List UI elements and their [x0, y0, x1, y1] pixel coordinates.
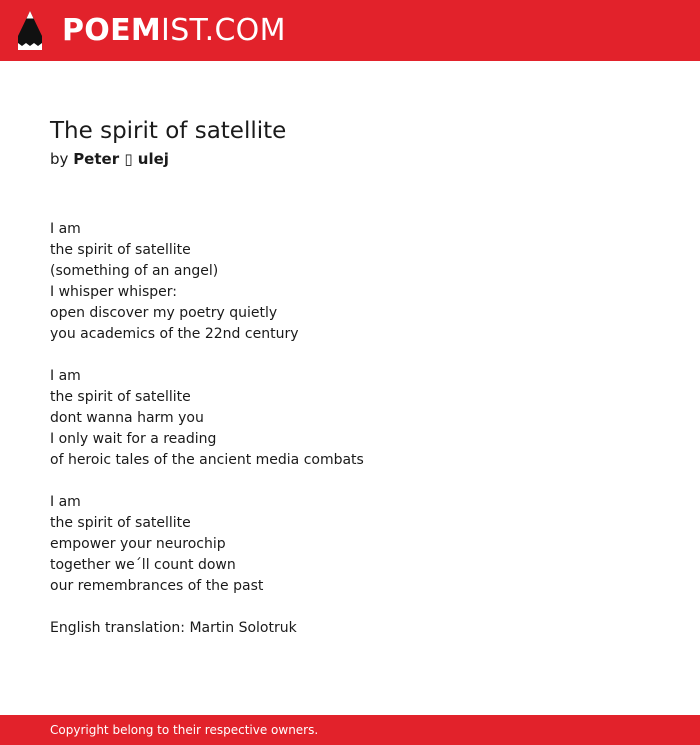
poem-line: I whisper whisper:	[50, 284, 178, 300]
poem-content	[50, 116, 650, 639]
by-label: by	[50, 150, 69, 168]
stanza-gap	[50, 345, 650, 366]
poem-line: together we´ll count down	[50, 557, 236, 573]
poem-line: English translation: Martin Solotruk	[50, 620, 297, 636]
poem-line: open discover my poetry quietly	[50, 305, 278, 321]
poem-title: The spirit of satellite	[50, 118, 287, 144]
author-link[interactable]: Peter ▯ ulej	[73, 150, 169, 168]
poem-line: dont wanna harm you	[50, 410, 204, 426]
site-header	[0, 0, 700, 61]
poem-line: (something of an angel)	[50, 263, 219, 279]
stanza-gap	[50, 471, 650, 492]
poem-line: I am	[50, 221, 81, 237]
logo-text-strong: POEM	[62, 12, 162, 48]
copyright-text: Copyright belong to their respective owners.	[50, 723, 319, 737]
poem-line: I am	[50, 494, 81, 510]
byline	[50, 148, 650, 170]
poem-line: empower your neurochip	[50, 536, 226, 552]
poem-line: our remembrances of the past	[50, 578, 264, 594]
poem-line: the spirit of satellite	[50, 242, 191, 258]
stanza-gap	[50, 597, 650, 618]
poem-line: I am	[50, 368, 81, 384]
poem-line: the spirit of satellite	[50, 389, 191, 405]
poem-body	[50, 219, 650, 639]
poem-line: I only wait for a reading	[50, 431, 217, 447]
site-footer	[0, 715, 700, 745]
logo-text-light: IST.COM	[161, 12, 286, 48]
poem-line: the spirit of satellite	[50, 515, 191, 531]
poem-line: you academics of the 22nd century	[50, 326, 299, 342]
site-logo-link[interactable]	[16, 10, 286, 52]
pencil-icon	[16, 10, 44, 52]
poem-line: of heroic tales of the ancient media combats	[50, 452, 364, 468]
site-logo-text	[62, 12, 286, 48]
